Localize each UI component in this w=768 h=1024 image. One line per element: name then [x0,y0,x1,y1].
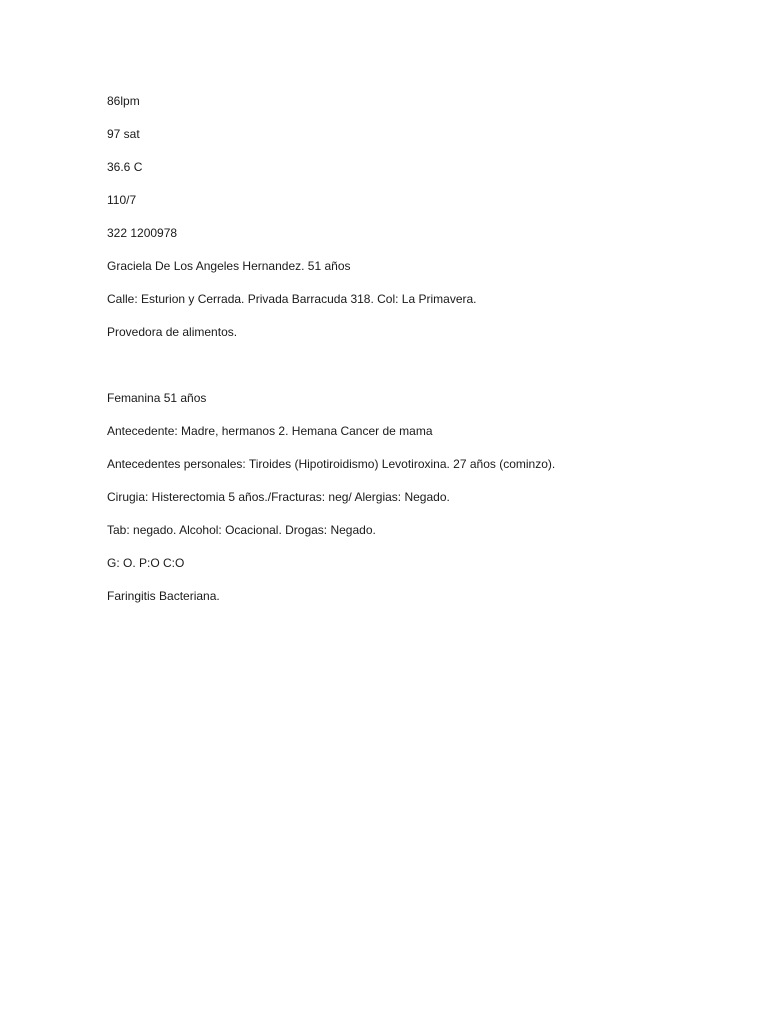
occupation-text: Provedora de alimentos. [107,325,238,339]
sex-age-text: Femanina 51 años [107,391,207,405]
habits-text: Tab: negado. Alcohol: Ocacional. Drogas: Negado. [107,523,376,537]
personal-history-text: Antecedentes personales: Tiroides (Hipotiroidismo) Levotiroxina. 27 años (cominzo). [107,457,556,471]
patient-name-age-text: Graciela De Los Angeles Hernandez. 51 años [107,259,351,273]
family-history-text: Antecedente: Madre, hermanos 2. Hemana Cancer de mama [107,424,433,438]
heart-rate-text: 86lpm [107,94,140,108]
obstetric-text: G: O. P:O C:O [107,556,185,570]
saturation-text: 97 sat [107,127,140,141]
temperature-text: 36.6 C [107,160,143,174]
address-text: Calle: Esturion y Cerrada. Privada Barracuda 318. Col: La Primavera. [107,292,477,306]
blood-pressure-text: 110/7 [107,193,137,207]
surgery-text: Cirugia: Histerectomia 5 años./Fracturas: neg/ Alergias: Negado. [107,490,450,504]
phone-text: 322 1200978 [107,226,178,240]
diagnosis-text: Faringitis Bacteriana. [107,589,220,603]
